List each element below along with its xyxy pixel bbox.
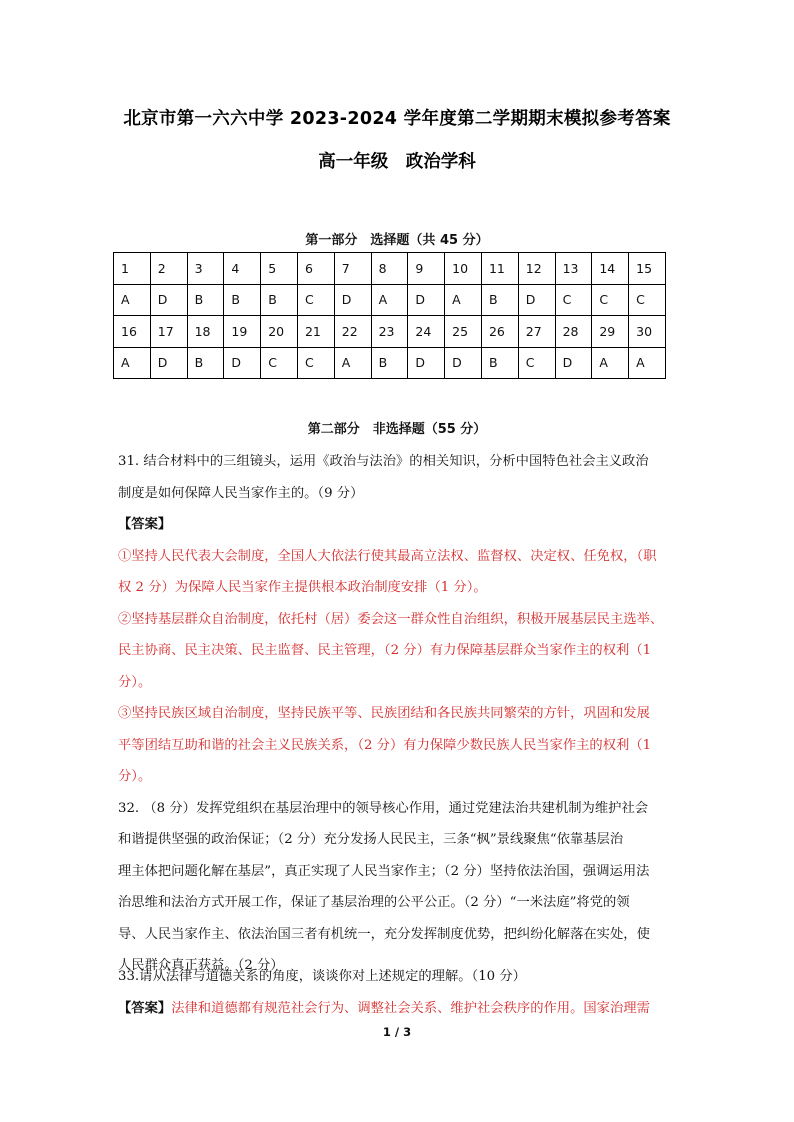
q31-answer-line: 平等团结互助和谐的社会主义民族关系，（2 分）有力保障少数民族人民当家作主的权利（1 <box>118 737 652 753</box>
question-number-cell: 12 <box>518 253 555 285</box>
question-number-cell: 1 <box>114 253 151 285</box>
q31-question-line: 制度是如何保障人民当家作主的。（9 分） <box>118 485 364 501</box>
q31-answer-line: 民主协商、民主决策、民主监督、民主管理，（2 分）有力保障基层群众当家作主的权利（1 <box>118 643 652 658</box>
question-number-cell: 30 <box>629 316 666 348</box>
answer-cell: A <box>592 347 629 379</box>
question-number-cell: 3 <box>187 253 224 285</box>
q32-line: 理主体把问题化解在基层”，真正实现了人民当家作主；（2 分）坚持依法治国，强调运用法 <box>118 863 650 879</box>
question-number-cell: 28 <box>555 316 592 348</box>
q32-line: 和谐提供坚强的政治保证；（2 分）充分发扬人民民主，三条“枫”景线聚焦“依靠基层治 <box>118 832 624 847</box>
q32-line: 治思维和法治方式开展工作，保证了基层治理的公平公正。（2 分）“一米法庭”将党的领 <box>118 895 630 910</box>
question-number-cell: 4 <box>224 253 261 285</box>
page-number: 1 / 3 <box>382 1025 412 1039</box>
q32-line: 人民群众真正获益。（2 分） <box>118 958 284 973</box>
part1-heading: 第一部分 选择题（共 45 分） <box>305 233 489 248</box>
answer-table <box>113 252 666 379</box>
question-number-cell: 2 <box>150 253 187 285</box>
question-number-cell: 24 <box>408 316 445 348</box>
question-number-cell: 7 <box>334 253 371 285</box>
answer-cell: A <box>114 284 151 316</box>
question-number-cell: 29 <box>592 316 629 348</box>
question-number-cell: 25 <box>445 316 482 348</box>
answer-cell: D <box>408 347 445 379</box>
document-title: 北京市第一六六中学 2023-2024 学年度第二学期期末模拟参考答案 <box>123 109 671 129</box>
q33-answer-line <box>118 993 678 1025</box>
q31-block <box>118 446 678 982</box>
question-number-cell: 27 <box>518 316 555 348</box>
question-number-row <box>114 316 666 348</box>
answer-cell: B <box>371 347 408 379</box>
answer-cell: C <box>518 347 555 379</box>
question-number-row <box>114 253 666 285</box>
question-number-cell: 19 <box>224 316 261 348</box>
answer-cell: B <box>187 347 224 379</box>
q32-line: 32. （8 分）发挥党组织在基层治理中的领导核心作用，通过党建法治共建机制为维护社会 <box>118 800 649 816</box>
answer-cell: D <box>445 347 482 379</box>
answer-cell: B <box>261 284 298 316</box>
answer-row <box>114 347 666 379</box>
answer-cell: D <box>150 347 187 379</box>
q33-answer-label: 【答案】 <box>118 1000 172 1016</box>
answer-cell: A <box>445 284 482 316</box>
document-subtitle: 高一年级 政治学科 <box>318 152 476 172</box>
question-number-cell: 18 <box>187 316 224 348</box>
question-number-cell: 26 <box>481 316 518 348</box>
question-number-cell: 11 <box>481 253 518 285</box>
answer-cell: A <box>114 347 151 379</box>
question-number-cell: 21 <box>297 316 334 348</box>
question-number-cell: 9 <box>408 253 445 285</box>
q31-answer-line: ②坚持基层群众自治制度，依托村（居）委会这一群众性自治组织，积极开展基层民主选举、 <box>118 611 664 627</box>
answer-cell: D <box>334 284 371 316</box>
q31-question-line: 31. 结合材料中的三组镜头，运用《政治与法治》的相关知识，分析中国特色社会主义政治 <box>118 454 649 469</box>
answer-cell: B <box>481 347 518 379</box>
answer-cell: C <box>297 347 334 379</box>
answer-cell: B <box>224 284 261 316</box>
q31-answer-line: 分）。 <box>118 769 152 784</box>
question-number-cell: 10 <box>445 253 482 285</box>
q32-line: 导、人民当家作主、依法治国三者有机统一，充分发挥制度优势，把纠纷化解落在实处，使 <box>118 926 650 942</box>
q31-answer-line: ③坚持民族区域自治制度，坚持民族平等、民族团结和各民族共同繁荣的方针，巩固和发展 <box>118 706 650 721</box>
q31-answer-line: 权 2 分）为保障人民当家作主提供根本政治制度安排（1 分）。 <box>118 580 487 595</box>
question-number-cell: 16 <box>114 316 151 348</box>
q31-answer-line: ①坚持人民代表大会制度，全国人大依法行使其最高立法权、监督权、决定权、任免权，（职 <box>118 548 657 564</box>
answer-cell: B <box>481 284 518 316</box>
answer-cell: D <box>555 347 592 379</box>
answer-cell: C <box>592 284 629 316</box>
answer-cell: D <box>224 347 261 379</box>
question-number-cell: 17 <box>150 316 187 348</box>
q33-answer-text: 法律和道德都有规范社会行为、调整社会关系、维护社会秩序的作用。国家治理需 <box>171 1000 650 1016</box>
answer-cell: A <box>371 284 408 316</box>
q31-answer-label: 【答案】 <box>118 517 172 532</box>
answer-row <box>114 284 666 316</box>
answer-cell: C <box>261 347 298 379</box>
part2-heading: 第二部分 非选择题（55 分） <box>307 422 487 437</box>
question-number-cell: 8 <box>371 253 408 285</box>
answer-cell: B <box>187 284 224 316</box>
answer-cell: A <box>334 347 371 379</box>
question-number-cell: 23 <box>371 316 408 348</box>
question-number-cell: 13 <box>555 253 592 285</box>
answer-cell: A <box>629 347 666 379</box>
question-number-cell: 20 <box>261 316 298 348</box>
answer-cell: D <box>408 284 445 316</box>
q31-answer-line: 分）。 <box>118 674 152 690</box>
question-number-cell: 14 <box>592 253 629 285</box>
q33-question: 33.请从法律与道德关系的角度，谈谈你对上述规定的理解。（10 分） <box>118 969 526 984</box>
answer-cell: C <box>297 284 334 316</box>
question-number-cell: 5 <box>261 253 298 285</box>
question-number-cell: 15 <box>629 253 666 285</box>
answer-cell: C <box>629 284 666 316</box>
answer-cell: D <box>518 284 555 316</box>
answer-cell: D <box>150 284 187 316</box>
answer-cell: C <box>555 284 592 316</box>
question-number-cell: 22 <box>334 316 371 348</box>
question-number-cell: 6 <box>297 253 334 285</box>
q33-block <box>118 961 678 1024</box>
